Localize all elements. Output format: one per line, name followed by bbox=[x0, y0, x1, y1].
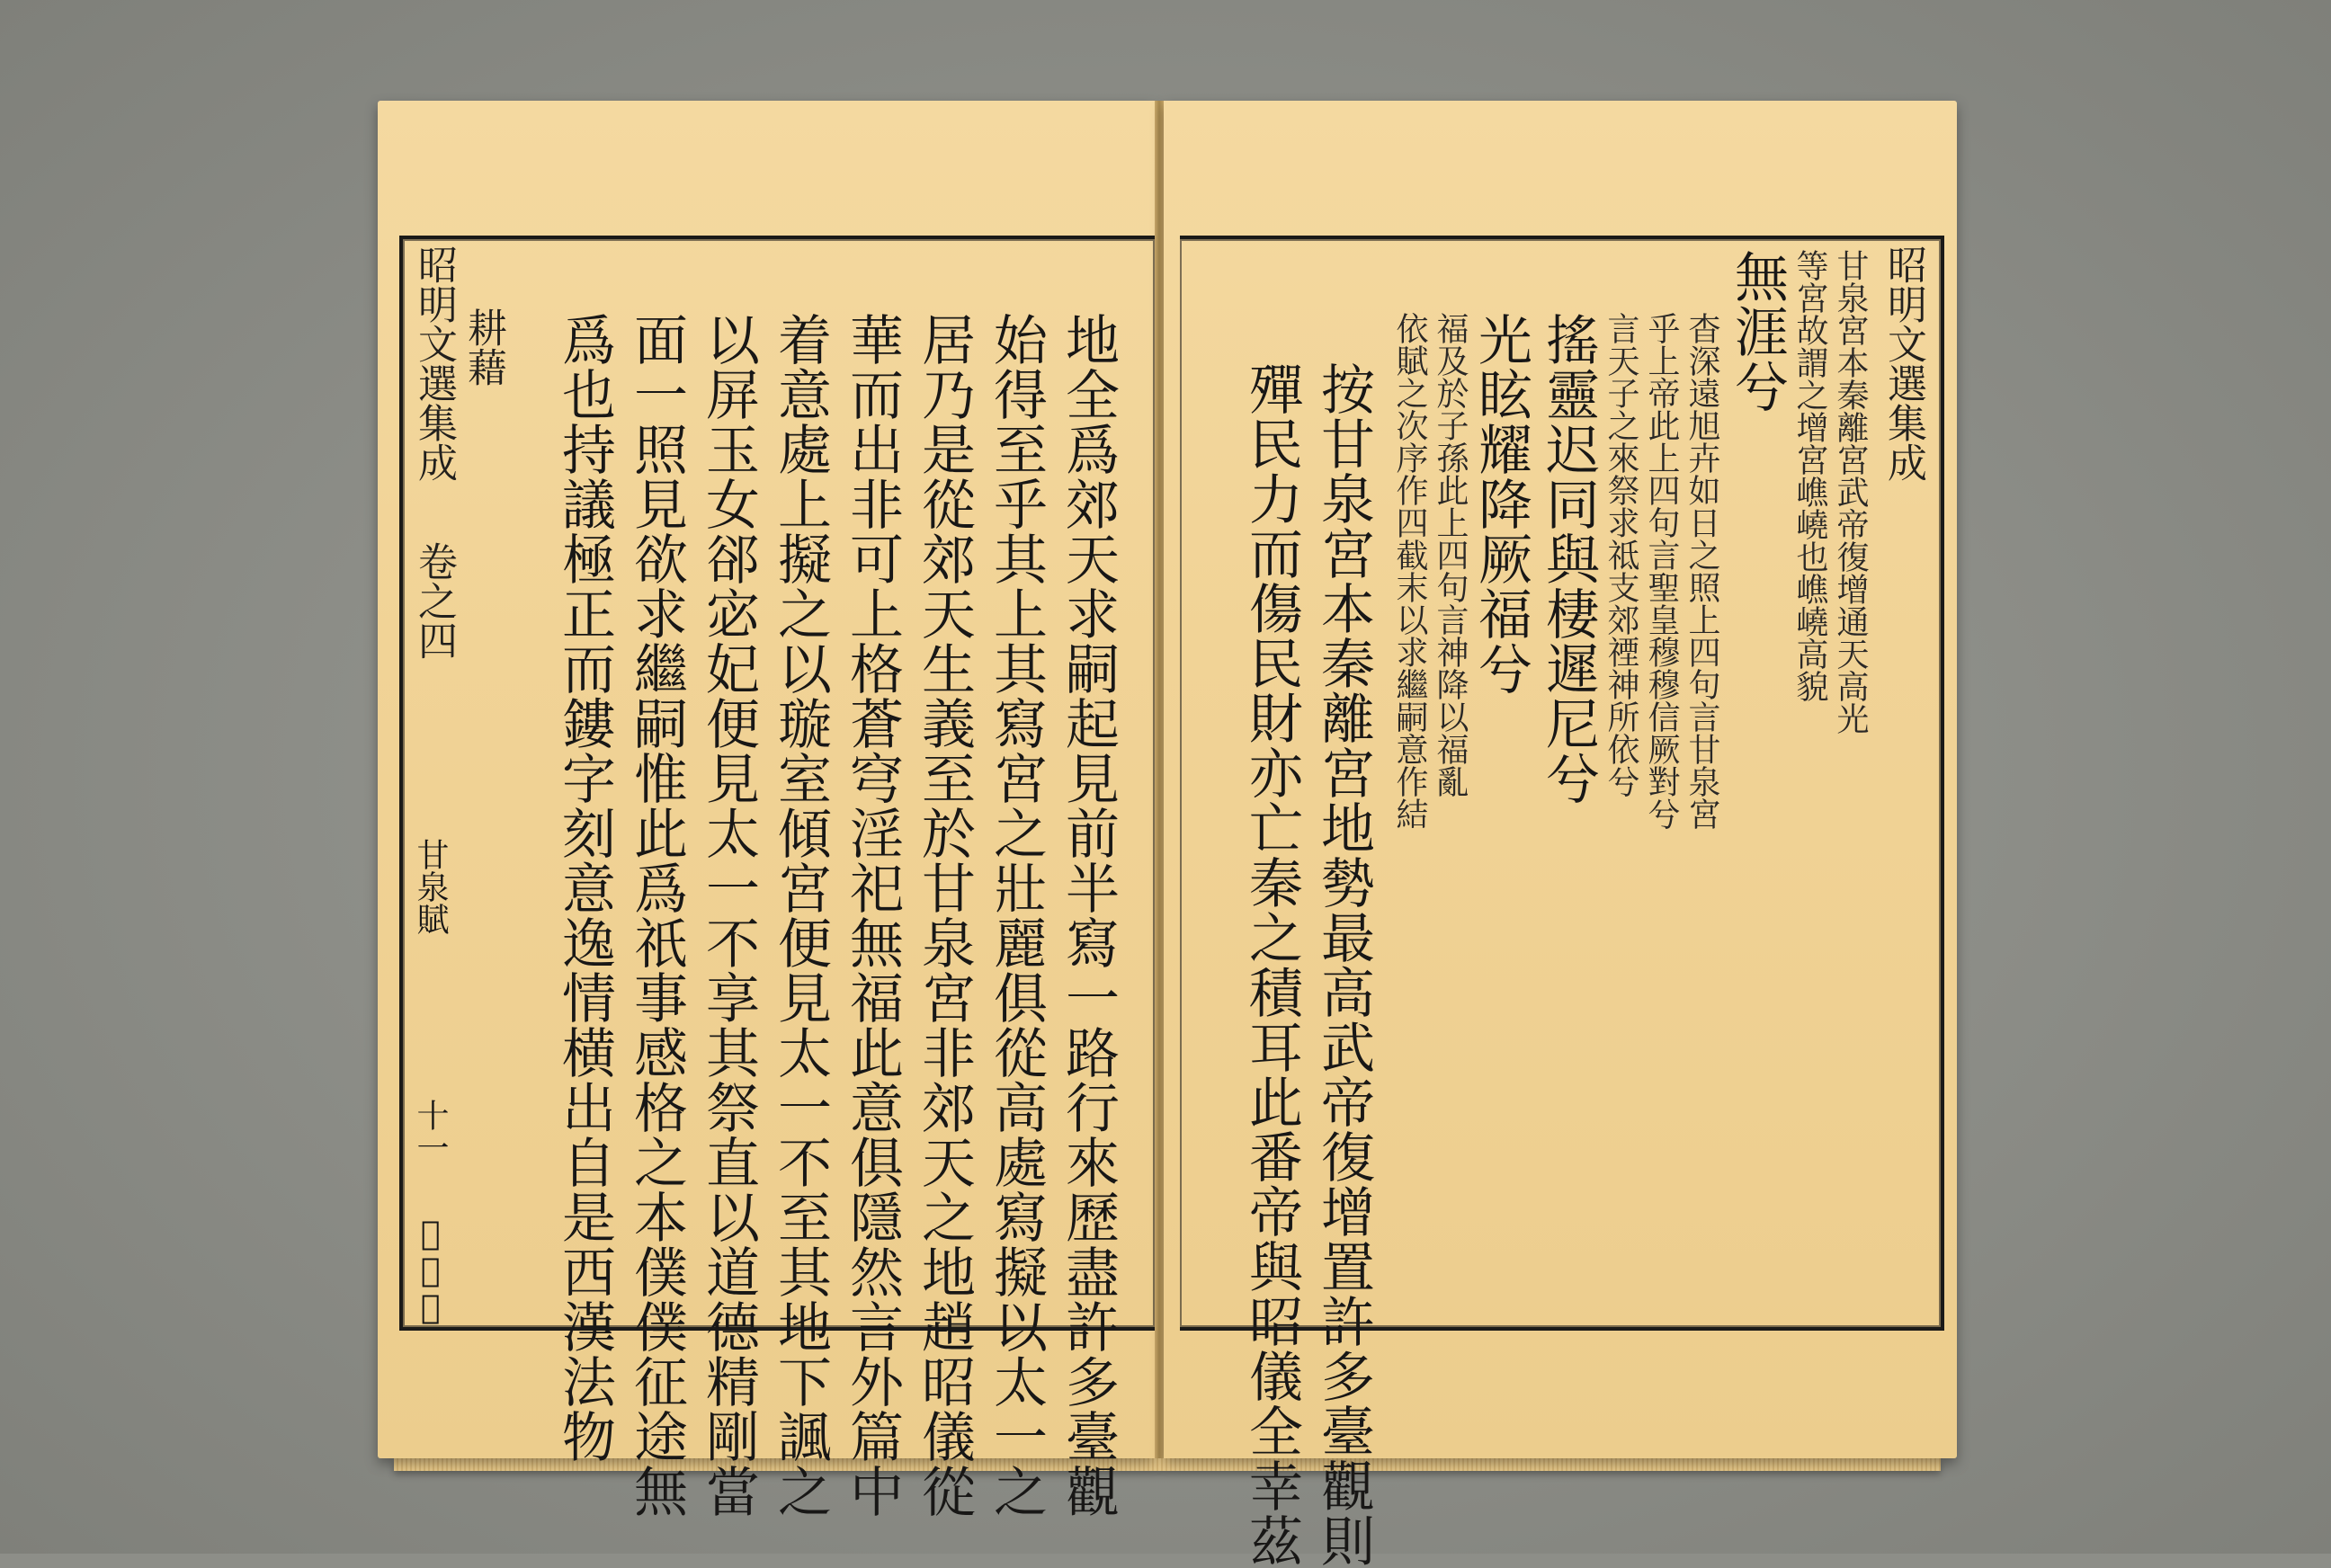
commentary-column: 甘泉宮本秦離宮武帝復增通天高光 bbox=[1832, 249, 1869, 735]
commentary-column: 等宮故謂之增宮嶕嶢也嶕嶢高貌 bbox=[1791, 249, 1828, 702]
text-column: 無涯兮 bbox=[1726, 249, 1789, 414]
commentary-column: 福及於子孫此上四句言神降以福亂 bbox=[1432, 312, 1469, 797]
text-column: 華而出非可上格蒼穹淫祀無福此意俱隱然言外篇中 bbox=[841, 312, 904, 1519]
commentary-column: 乎上帝此上四句言聖皇穆穆信厥對兮 bbox=[1643, 312, 1680, 830]
commentary-column: 杳深遠旭卉如日之照上四句言甘泉宮 bbox=[1684, 312, 1720, 830]
text-column: 以屏玉女郤宓妃便見太一不享其祭直以道德精剛當 bbox=[697, 312, 760, 1519]
left-header-publisher: 𢾾𥳑軒 bbox=[412, 1216, 449, 1326]
book-gutter bbox=[1155, 101, 1164, 1458]
right-page bbox=[1164, 101, 1957, 1568]
left-header-volume: 卷之四 bbox=[411, 541, 457, 660]
section-heading: 耕藉 bbox=[460, 307, 506, 387]
commentary-column: 依賦之次序作四截末以求繼嗣意作結 bbox=[1391, 312, 1428, 830]
text-column: 按甘泉宮本秦離宮地勢最高武帝復增置許多臺觀則 bbox=[1312, 361, 1375, 1568]
text-column: 着意處上擬之以璇室傾宮便見太一不至其地下諷之 bbox=[769, 312, 832, 1519]
left-header-title: 昭明文選集成 bbox=[411, 245, 457, 482]
left-page bbox=[378, 101, 1155, 1519]
text-column: 爲也持議極正而鏤字刻意逸情横出自是西漢法物 bbox=[553, 312, 616, 1464]
text-column: 居乃是從郊天生義至於甘泉宮非郊天之地趙昭儀從 bbox=[913, 312, 976, 1519]
text-column: 搖靈迟同與棲遲尼兮 bbox=[1537, 312, 1600, 806]
text-column: 光眩耀降厥福兮 bbox=[1469, 312, 1532, 696]
commentary-column: 言天子之來祭求祗支郊禋神所依兮 bbox=[1603, 312, 1639, 797]
text-column: 地全爲郊天求嗣起見前半寫一路行來歷盡許多臺觀 bbox=[1057, 312, 1120, 1519]
left-header-page-number: 十一 bbox=[412, 1099, 449, 1163]
open-book bbox=[367, 101, 1968, 1568]
text-column: 面一照見欲求繼嗣惟此爲祇事感格之本僕僕征途無 bbox=[625, 312, 688, 1519]
left-header-section: 甘泉賦 bbox=[412, 838, 449, 935]
text-column: 殫民力而傷民財亦亡秦之積耳此番帝與昭儀全幸茲 bbox=[1240, 361, 1303, 1568]
right-header-title: 昭明文選集成 bbox=[1880, 245, 1926, 482]
text-column: 始得至乎其上其寫宮之壯麗俱從高處寫擬以太一之 bbox=[985, 312, 1048, 1519]
